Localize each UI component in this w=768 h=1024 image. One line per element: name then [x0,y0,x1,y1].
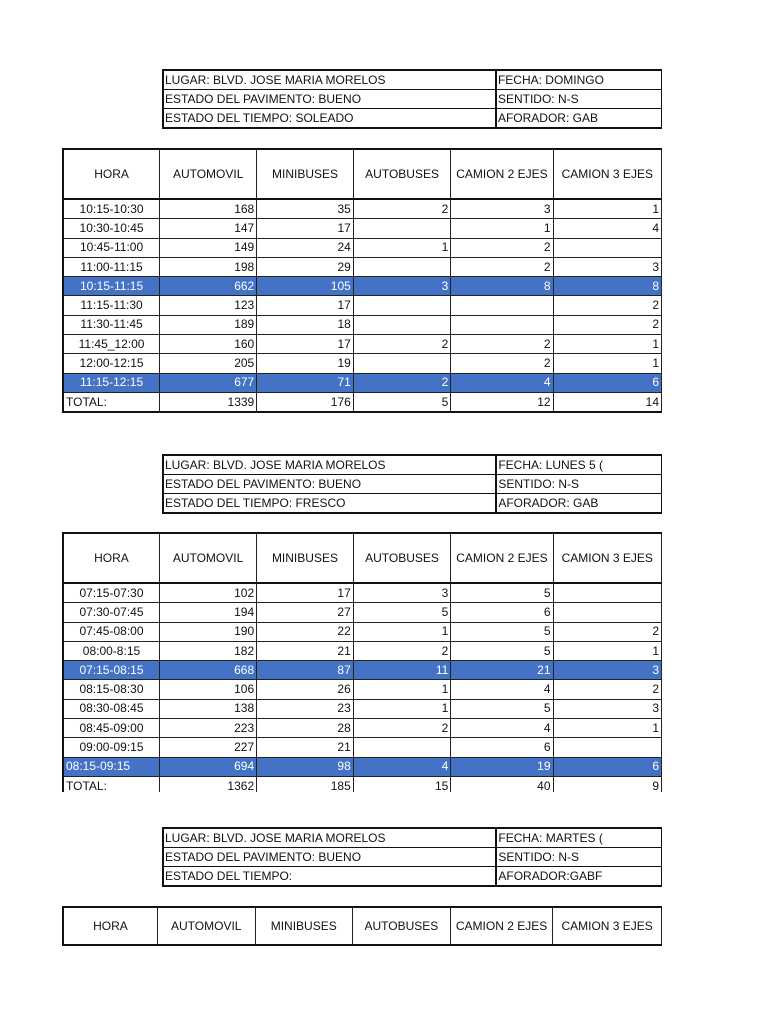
cell-minibuses: 18 [257,315,354,334]
cell-automovil: 123 [160,296,257,315]
cell-autobuses: 5 [353,392,451,412]
info-aforador: AFORADOR: GAB [496,109,662,129]
info-sentido: SENTIDO: N-S [496,475,661,494]
info-fecha: FECHA: LUNES 5 ( [496,455,661,475]
cell-automovil: 662 [160,277,257,296]
cell-hora: 08:45-09:00 [63,719,159,738]
info-box-1 [62,69,662,131]
cell-autobuses: 1 [353,680,451,699]
cell-autobuses [353,219,451,238]
cell-minibuses: 21 [257,641,354,660]
cell-automovil: 668 [159,661,256,680]
cell-hora: 07:45-08:00 [63,622,159,641]
table-row [63,257,662,276]
cell-camion-3-ejes: 14 [553,392,661,412]
header-automovil: AUTOMOVIL [157,907,255,945]
cell-autobuses: 4 [353,757,451,776]
cell-hora: 07:30-07:45 [63,603,159,622]
cell-automovil: 677 [160,373,257,392]
header-minibuses: MINIBUSES [255,907,352,945]
cell-automovil: 223 [159,719,256,738]
cell-hora: 11:30-11:45 [63,315,160,334]
info-pavimento: ESTADO DEL PAVIMENTO: BUENO [163,848,496,867]
cell-autobuses: 1 [353,622,451,641]
cell-hora: 08:00-8:15 [63,641,159,660]
info-pavimento: ESTADO DEL PAVIMENTO: BUENO [163,90,496,109]
cell-camion-2-ejes: 2 [451,238,553,257]
cell-automovil: 1339 [160,392,257,412]
header-automovil: AUTOMOVIL [159,533,256,583]
subtotal-row [63,757,662,776]
info-tiempo: ESTADO DEL TIEMPO: SOLEADO [163,109,496,129]
cell-autobuses: 2 [353,199,451,219]
cell-hora: 10:45-11:00 [63,238,160,257]
cell-autobuses: 15 [353,776,451,792]
cell-hora: TOTAL: [63,776,159,792]
cell-minibuses: 24 [257,238,354,257]
cell-camion-3-ejes [553,738,661,757]
cell-camion-3-ejes: 2 [553,296,661,315]
cell-camion-2-ejes: 40 [451,776,553,792]
cell-camion-2-ejes: 8 [451,277,553,296]
header-camion-2-ejes: CAMION 2 EJES [451,149,553,199]
cell-autobuses: 5 [353,603,451,622]
table-row [63,354,662,373]
header-hora: HORA [63,533,159,583]
subtotal-row [63,661,662,680]
traffic-table-2 [62,532,662,792]
cell-camion-3-ejes: 8 [553,277,661,296]
info-aforador: AFORADOR: GAB [496,494,661,514]
cell-camion-3-ejes: 4 [553,219,661,238]
cell-autobuses: 1 [353,699,451,718]
table-row [63,699,662,718]
cell-camion-2-ejes: 2 [451,257,553,276]
cell-hora: TOTAL: [63,392,160,412]
cell-camion-3-ejes: 1 [553,641,661,660]
cell-autobuses: 11 [353,661,451,680]
cell-automovil: 189 [160,315,257,334]
cell-camion-2-ejes: 2 [451,354,553,373]
cell-autobuses [353,738,451,757]
table-row [63,583,662,603]
cell-camion-3-ejes: 3 [553,661,661,680]
header-hora: HORA [63,907,157,945]
cell-camion-3-ejes [553,238,661,257]
table-row [63,219,662,238]
table-row [63,738,662,757]
header-minibuses: MINIBUSES [257,149,354,199]
cell-camion-2-ejes: 5 [451,641,553,660]
cell-automovil: 160 [160,335,257,354]
cell-minibuses: 71 [257,373,354,392]
cell-camion-3-ejes: 1 [553,335,661,354]
cell-camion-3-ejes: 2 [553,622,661,641]
cell-hora: 10:30-10:45 [63,219,160,238]
header-autobuses: AUTOBUSES [353,533,451,583]
traffic-table-3 [62,906,662,946]
cell-minibuses: 26 [257,680,354,699]
cell-minibuses: 17 [257,296,354,315]
cell-minibuses: 176 [257,392,354,412]
cell-automovil: 1362 [159,776,256,792]
cell-automovil: 194 [159,603,256,622]
cell-camion-3-ejes: 2 [553,315,661,334]
cell-automovil: 138 [159,699,256,718]
total-row [63,776,662,792]
cell-camion-2-ejes: 1 [451,219,553,238]
cell-automovil: 149 [160,238,257,257]
table-row [63,315,662,334]
table-row [63,641,662,660]
cell-minibuses: 105 [257,277,354,296]
info-fecha: FECHA: MARTES ( [496,828,661,848]
traffic-table-2-wrapper [62,532,662,792]
table-row [63,199,662,219]
cell-hora: 08:30-08:45 [63,699,159,718]
cell-minibuses: 23 [257,699,354,718]
table-row [63,719,662,738]
cell-camion-3-ejes [553,583,661,603]
table-row [63,603,662,622]
cell-camion-3-ejes: 1 [553,719,661,738]
header-camion-2-ejes: CAMION 2 EJES [450,907,552,945]
cell-minibuses: 29 [257,257,354,276]
cell-camion-2-ejes: 5 [451,622,553,641]
cell-camion-3-ejes: 6 [553,757,661,776]
cell-minibuses: 98 [257,757,354,776]
cell-minibuses: 185 [257,776,354,792]
table-row [63,680,662,699]
cell-hora: 08:15-09:15 [63,757,159,776]
cell-autobuses [353,354,451,373]
cell-autobuses: 2 [353,373,451,392]
info-lugar: LUGAR: BLVD. JOSE MARIA MORELOS [163,828,496,848]
cell-autobuses: 1 [353,238,451,257]
cell-camion-3-ejes [553,603,661,622]
header-camion-3-ejes: CAMION 3 EJES [553,907,662,945]
info-tiempo: ESTADO DEL TIEMPO: FRESCO [163,494,496,514]
cell-automovil: 190 [159,622,256,641]
cell-minibuses: 87 [257,661,354,680]
cell-minibuses: 17 [257,335,354,354]
cell-camion-2-ejes: 19 [451,757,553,776]
cell-camion-3-ejes: 1 [553,354,661,373]
cell-autobuses: 3 [353,277,451,296]
header-hora: HORA [63,149,160,199]
cell-minibuses: 21 [257,738,354,757]
cell-autobuses: 2 [353,335,451,354]
cell-autobuses [353,296,451,315]
info-sentido: SENTIDO: N-S [496,848,661,867]
cell-hora: 10:15-10:30 [63,199,160,219]
subtotal-row [63,277,662,296]
info-pavimento: ESTADO DEL PAVIMENTO: BUENO [163,475,496,494]
cell-hora: 12:00-12:15 [63,354,160,373]
cell-camion-2-ejes [451,315,553,334]
info-sentido: SENTIDO: N-S [496,90,662,109]
cell-automovil: 227 [159,738,256,757]
cell-camion-2-ejes: 6 [451,738,553,757]
cell-hora: 11:15-11:30 [63,296,160,315]
traffic-table-1 [62,148,662,413]
table-row [63,335,662,354]
info-lugar: LUGAR: BLVD. JOSE MARIA MORELOS [163,455,496,475]
cell-hora: 11:15-12:15 [63,373,160,392]
cell-minibuses: 28 [257,719,354,738]
cell-camion-2-ejes: 5 [451,583,553,603]
header-camion-3-ejes: CAMION 3 EJES [553,533,661,583]
cell-autobuses [353,257,451,276]
table-row [63,296,662,315]
cell-camion-2-ejes: 3 [451,199,553,219]
cell-automovil: 182 [159,641,256,660]
cell-camion-2-ejes: 6 [451,603,553,622]
cell-minibuses: 17 [257,219,354,238]
header-minibuses: MINIBUSES [257,533,354,583]
cell-camion-2-ejes: 5 [451,699,553,718]
cell-camion-2-ejes: 4 [451,719,553,738]
total-row [63,392,662,412]
header-autobuses: AUTOBUSES [353,149,451,199]
cell-hora: 07:15-08:15 [63,661,159,680]
cell-minibuses: 35 [257,199,354,219]
cell-camion-2-ejes: 2 [451,335,553,354]
cell-camion-3-ejes: 3 [553,699,661,718]
cell-hora: 10:15-11:15 [63,277,160,296]
cell-automovil: 147 [160,219,257,238]
cell-camion-2-ejes [451,296,553,315]
cell-automovil: 102 [159,583,256,603]
cell-automovil: 694 [159,757,256,776]
cell-autobuses: 2 [353,641,451,660]
cell-hora: 09:00-09:15 [63,738,159,757]
traffic-table-3-wrapper [62,906,662,948]
info-lugar: LUGAR: BLVD. JOSE MARIA MORELOS [163,70,496,90]
info-box-3 [62,827,662,889]
cell-automovil: 205 [160,354,257,373]
cell-minibuses: 17 [257,583,354,603]
header-camion-3-ejes: CAMION 3 EJES [553,149,661,199]
header-camion-2-ejes: CAMION 2 EJES [451,533,553,583]
cell-camion-3-ejes: 3 [553,257,661,276]
cell-camion-3-ejes: 1 [553,199,661,219]
cell-camion-3-ejes: 2 [553,680,661,699]
table-row [63,238,662,257]
subtotal-row [63,373,662,392]
cell-autobuses: 3 [353,583,451,603]
cell-automovil: 106 [159,680,256,699]
info-tiempo: ESTADO DEL TIEMPO: [163,867,496,887]
cell-autobuses [353,315,451,334]
header-automovil: AUTOMOVIL [160,149,257,199]
info-aforador: AFORADOR:GABF [496,867,661,887]
cell-automovil: 198 [160,257,257,276]
info-fecha: FECHA: DOMINGO [496,70,662,90]
cell-minibuses: 19 [257,354,354,373]
cell-camion-2-ejes: 4 [451,373,553,392]
cell-minibuses: 27 [257,603,354,622]
cell-camion-2-ejes: 21 [451,661,553,680]
header-autobuses: AUTOBUSES [352,907,450,945]
cell-autobuses: 2 [353,719,451,738]
table-row [63,622,662,641]
info-box-2 [62,454,662,516]
cell-hora: 11:00-11:15 [63,257,160,276]
cell-camion-2-ejes: 4 [451,680,553,699]
cell-hora: 11:45_12:00 [63,335,160,354]
cell-camion-3-ejes: 9 [553,776,661,792]
cell-camion-3-ejes: 6 [553,373,661,392]
cell-automovil: 168 [160,199,257,219]
cell-minibuses: 22 [257,622,354,641]
cell-hora: 08:15-08:30 [63,680,159,699]
cell-hora: 07:15-07:30 [63,583,159,603]
traffic-table-1-wrapper [62,148,662,416]
cell-camion-2-ejes: 12 [451,392,553,412]
